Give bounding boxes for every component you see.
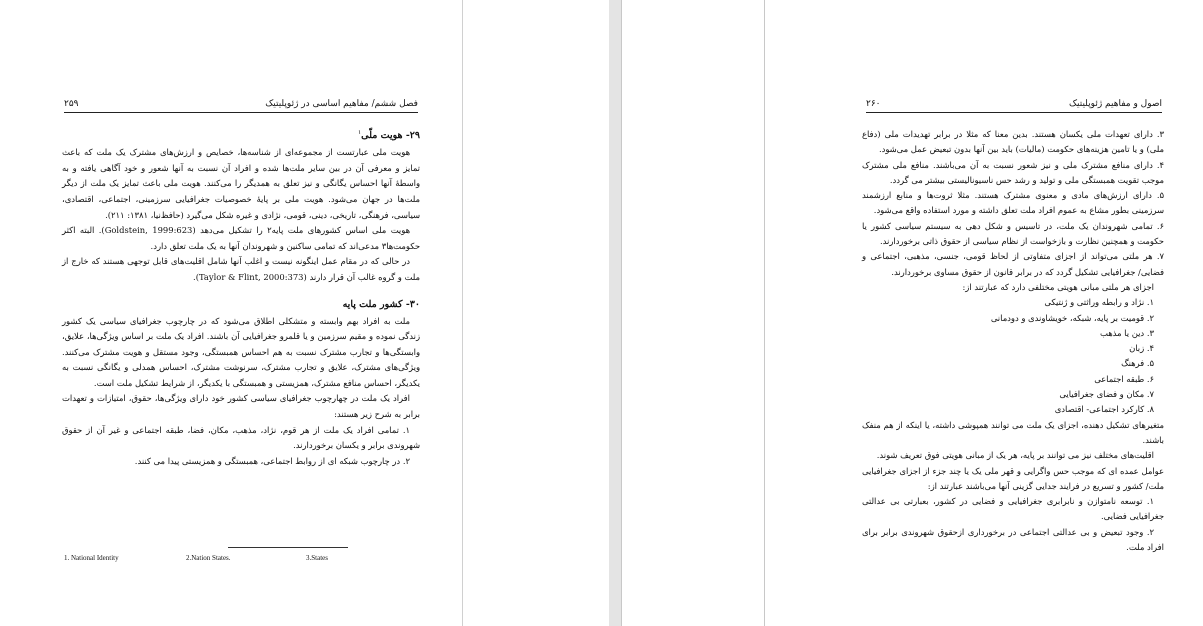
- right-paragraph-3: ۵. دارای ارزش‌های مادی و معنوی مشترک هستند. مثلا ثروت‌ها و منابع ارزشمند سرزمینی بطور مشاع به عموم افراد ملت تعلق داشته و مورد استفاده واقع می‌شود.: [862, 190, 1164, 216]
- page-gap-blank-2: [622, 0, 764, 626]
- list-item: ۲. قومیت بر پایه، شبکه، خویشاوندی و دودمانی: [990, 312, 1154, 323]
- list-item: ۱. نژاد و رابطه وراثتی و ژنتیکی: [1044, 297, 1154, 308]
- closing-paragraph-4: ۱. توسعه نامتوازن و نابرابری جغرافیایی و فضایی در کشور، بعبارتی بی عدالتی جغرافیایی فضایی.: [862, 496, 1164, 522]
- list-item: ۴. زبان: [1129, 343, 1154, 354]
- left-footnotes: [64, 553, 420, 563]
- right-page-body: [862, 127, 1164, 555]
- closing-paragraph-2: اقلیت‌های مختلف نیز می توانند بر پایه، هر یک از مبانی هویتی فوق تعریف شوند.: [876, 450, 1154, 461]
- right-paragraph-4: ۶. تمامی شهروندان یک ملت، در تاسیس و شکل دهی به سیستم سیاسی کشور یا حکومت و همچنین نظارت و بازخواست از نظام سیاسی از حقوق ذاتی برخوردارند.: [862, 220, 1164, 247]
- footnote-rule: [228, 547, 348, 548]
- section-29-paragraph-1: هویت ملی عبارتست از مجموعه‌ای از شناسه‌ها، خصایص و ارزش‌های مشترک یک ملت که باعث تمایز و معرفی آن در بین سایر ملت‌ها شده و افراد آن نسبت به آنها شعور و خود آگاهی یافته و به واسطهٔ آنها احساس یگانگی و نیز تعلق به همدیگر را می‌کنند. هویت ملی باعث تمایز یک ملت از دیگر ملت‌ها در جهان می‌شود. هویت ملی بر پایهٔ خصوصیات جغرافیایی سرزمینی، اجتماعی، اقتصادی، سیاسی، فرهنگی، تاریخی، دینی، قومی، نژادی و غیره شکل می‌گیرد (حافظ‌نیا، ۱۳۸۱: ۲۱۱).: [62, 147, 420, 220]
- list-item: ۳. دین یا مذهب: [1100, 327, 1154, 338]
- list-item: ۶. طبقه اجتماعی: [1094, 373, 1154, 384]
- section-30-paragraph-1: ملت به افراد بهم وابسته و متشکلی اطلاق می‌شود که در چارچوب جغرافیای سیاسی یک کشور زندگی نموده و مقیم سرزمین و یا قلمرو جغرافیایی آن باشند. افراد یک ملت بر اساس ویژگی‌ها، علایق، وابستگی‌ها و تجارب مشترک نسبت به هم احساس همبستگی، وجود مستقل و هویت مشترک می‌کنند. ویژگی‌های مشترک، علایق و تجارب مشترک، سرنوشت مشترک، احساس همدلی و یگانگی نسبت به یکدیگر، احساس منافع مشترک، همزیستی و همبستگی با یکدیگر، از شرایط تشکیل ملت است.: [62, 315, 420, 388]
- page-gutter: [609, 0, 621, 626]
- section-30-paragraph-3: ۱. تمامی افراد یک ملت از هر قوم، نژاد، مذهب، مکان، فضا، طبقه اجتماعی و غیر آن از حقوق شهروندی برابر و یکسان برخوردارند.: [62, 424, 420, 451]
- left-page-header: [64, 98, 418, 113]
- right-page-number: ۲۶۰: [866, 99, 881, 109]
- left-page-body: [62, 124, 420, 469]
- footnote-2: 2.Nation States.: [186, 554, 231, 562]
- section-29-paragraph-3: در حالی که در مقام عمل اینگونه نیست و اغلب آنها شامل اقلیت‌های قابل توجهی هستند که خارج از ملت و گروه غالب آن قرار دارند (Taylor & Flint, 2000:373).: [62, 256, 420, 282]
- footnote-1: 1. National Identity: [64, 554, 119, 562]
- right-page-header: [866, 98, 1162, 113]
- right-paragraph-5: ۷. هر ملتی می‌تواند از اجزای متفاوتی از لحاظ قومی، جنسی، مذهبی، اجتماعی و فضایی/ جغرافیایی تشکیل گردد که در برابر قانون از حقوق مساوی برخوردارند.: [862, 251, 1164, 277]
- right-running-title: اصول و مفاهیم ژئوپلیتیک: [1068, 99, 1162, 109]
- page-gap-blank: [463, 0, 609, 626]
- right-paragraph-6: اجزای هر ملتی مبانی هویتی مختلفی دارد که عبارتند از:: [962, 281, 1154, 292]
- section-29-paragraph-2: هویت ملی اساس کشورهای ملت پایه۲ را تشکیل می‌دهد (Goldstein, 1999:623). البته اکثر حکومت‌ها۳ مدعی‌اند که تمامی ساکنین و شهروندان آنها به یک ملت تعلق دارد.: [62, 225, 420, 251]
- section-29-heading: ۲۹- هویت ملّی$^۱$: [357, 129, 420, 142]
- left-running-title: فصل ششم/ مفاهیم اساسی در ژئوپلیتیک: [265, 99, 418, 109]
- left-page-number: ۲۵۹: [64, 99, 79, 109]
- section-30-paragraph-4: ۲. در چارچوب شبکه ای از روابط اجتماعی، همبستگی و همزیستی پیدا می کنند.: [134, 455, 410, 466]
- footnote-marker: ۱: [357, 129, 362, 136]
- closing-paragraph-3: عوامل عمده ای که موجب حس واگرایی و قهر ملی یک یا چند جزء از اجزای جغرافیایی ملت/ کشور و تسریع در فرایند جدایی گزینی آنها می‌باشند عبارتند از:: [862, 465, 1164, 491]
- list-item: ۸. کارکرد اجتماعی- اقتصادی: [1054, 404, 1154, 415]
- right-paragraph-1: ۳. دارای تعهدات ملی یکسان هستند. بدین معنا که مثلا در برابر تهدیدات ملی (دفاع ملی) و یا تامین هزینه‌های حکومت (مالیات) باید بین آنها بدون تبعیض عمل می‌شود.: [862, 129, 1164, 155]
- section-30-paragraph-2: افراد یک ملت در چهارچوب جغرافیای سیاسی کشور خود دارای ویژگی‌ها، حقوق، امتیازات و تعهدات برابر به شرح زیر هستند:: [62, 393, 420, 420]
- list-item: ۷. مکان و فضای جغرافیایی: [1059, 389, 1154, 400]
- footnote-3: 3.States: [306, 554, 328, 562]
- list-item: ۵. فرهنگ: [1121, 358, 1154, 369]
- closing-paragraph-1: متغیرهای تشکیل دهنده، اجزای یک ملت می توانند همپوشی داشته، یا اینکه از هم منفک باشند.: [862, 419, 1164, 445]
- closing-paragraph-5: ۲. وجود تبعیض و بی عدالتی اجتماعی در برخورداری ازحقوق شهروندی برابر برای افراد ملت.: [862, 526, 1164, 553]
- identity-basis-list: [862, 295, 1164, 417]
- section-30-heading: ۳۰- کشور ملت پایه: [342, 298, 420, 310]
- right-paragraph-2: ۴. دارای منافع مشترک ملی و نیز شعور نسبت به آن می‌باشند. منافع ملی مشترک موجب تقویت همبستگی ملی و تولید و رشد حس ناسیونالیستی بیشتر می گردد.: [862, 159, 1164, 185]
